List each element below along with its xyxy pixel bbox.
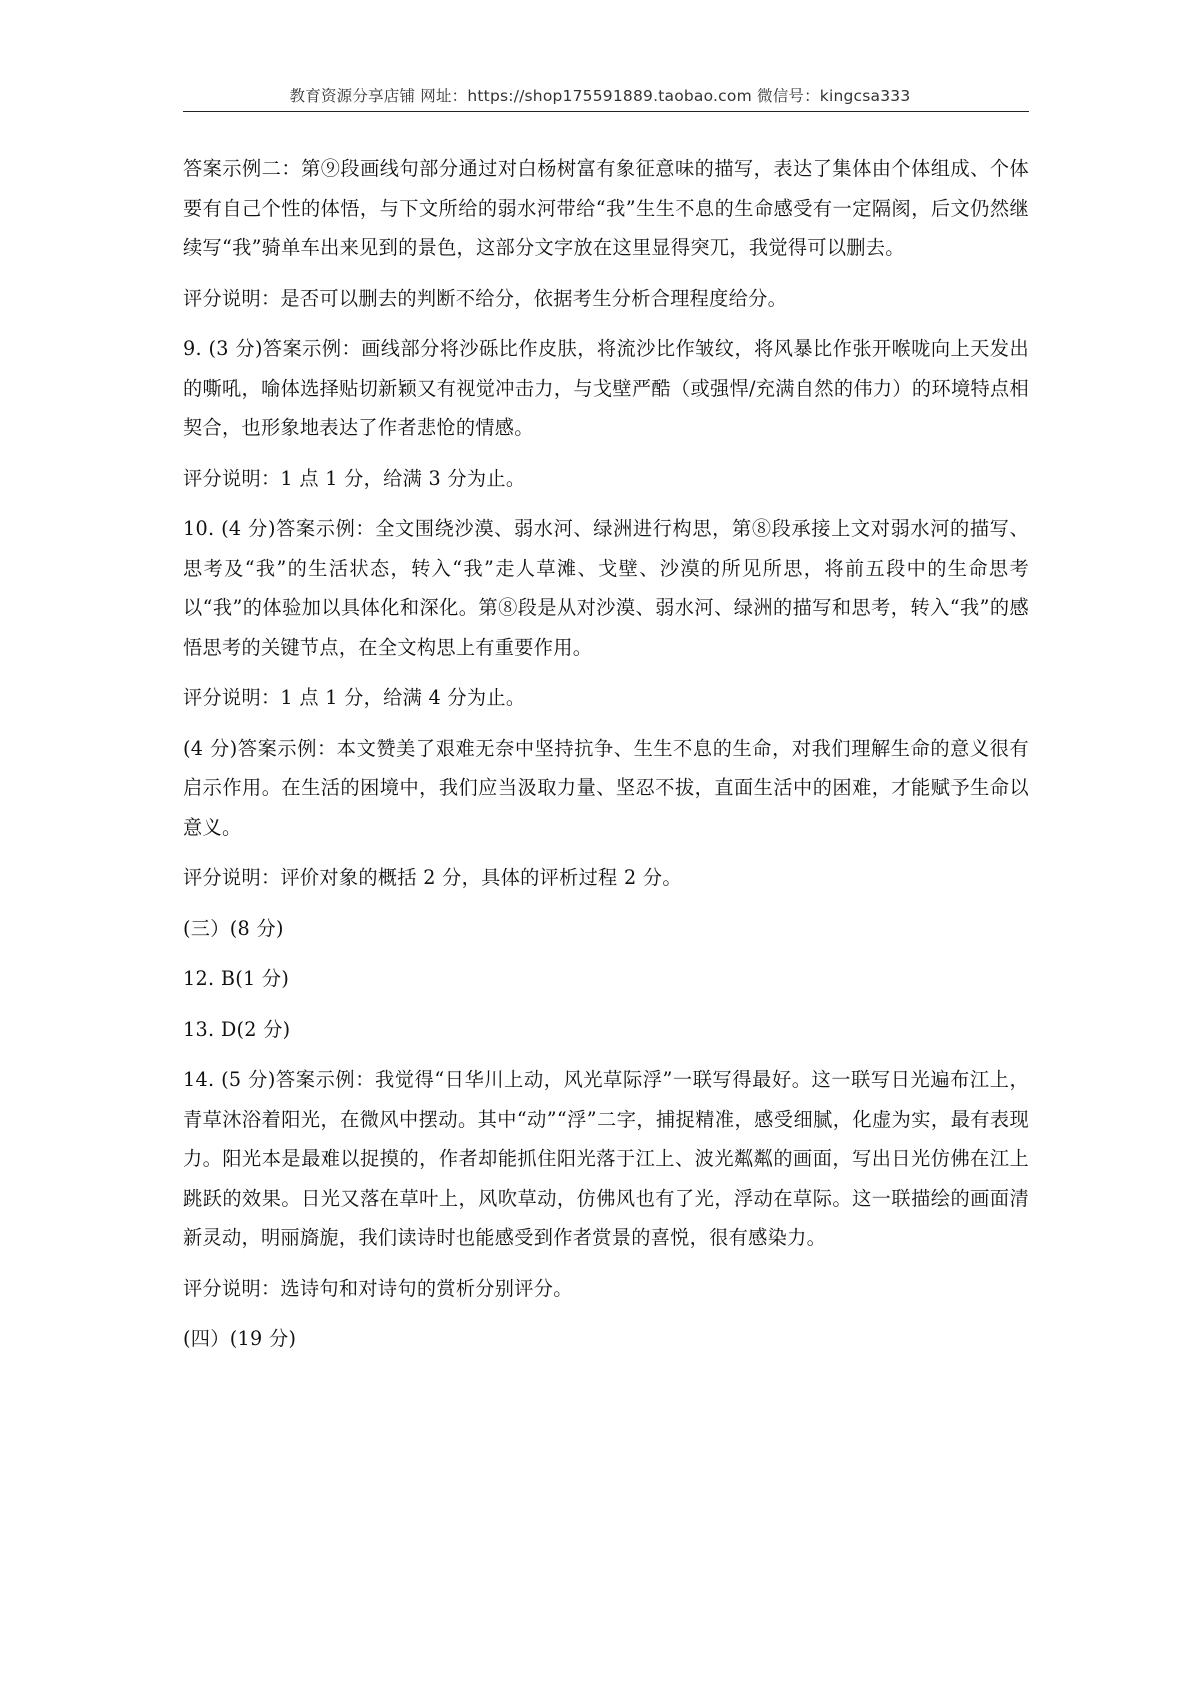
page-header: 教育资源分享店铺 网址：https://shop175591889.taobao.com 微信号：kingcsa333 [289, 87, 911, 105]
scoring-note-10: 评分说明：1 点 1 分，给满 4 分为止。 [183, 686, 526, 709]
section-three-heading: (三）(8 分) [183, 916, 284, 940]
scoring-note-14: 评分说明：选诗句和对诗句的赏析分别评分。 [183, 1276, 573, 1300]
scoring-note-11: 评分说明：评价对象的概括 2 分，具体的评析过程 2 分。 [183, 866, 682, 889]
answer-13: 13. D(2 分) [183, 1017, 291, 1041]
answer-11: (4 分)答案示例：本文赞美了艰难无奈中坚持抗争、生生不息的生命，对我们理解生命的意义很有启示作用。在生活的困境中，我们应当汲取力量、坚忍不拔，直面生活中的困难，才能赋予生命以意义。 [183, 736, 1029, 839]
answer-12: 12. B(1 分) [183, 967, 290, 990]
header-divider [183, 111, 1029, 112]
answer-example-2: 答案示例二：第⑨段画线句部分通过对白杨树富有象征意味的描写，表达了集体由个体组成、个体要有自己个性的体悟，与下文所给的弱水河带给“我”生生不息的生命感受有一定隔阂，后文仍然继续写“我”骑单车出来见到的景色，这部分文字放在这里显得突兀，我觉得可以删去。 [183, 157, 1029, 259]
answer-9: 9. (3 分)答案示例：画线部分将沙砾比作皮肤，将流沙比作皱纹，将风暴比作张开喉咙向上天发出的嘶吼，喻体选择贴切新颖又有视觉冲击力，与戈壁严酷（或强悍/充满自然的伟力）的环境特点相契合，也形象地表达了作者悲怆的情感。 [183, 337, 1029, 439]
answer-10: 10. (4 分)答案示例：全文围绕沙漠、弱水河、绿洲进行构思，第⑧段承接上文对弱水河的描写、思考及“我”的生活状态，转入“我”走人草滩、戈壁、沙漠的所见所思，将前五段中的生命思考以“我”的体验加以具体化和深化。第⑧段是从对沙漠、弱水河、绿洲的描写和思考，转入“我”的感悟思考的关键节点，在全文构思上有重要作用。 [183, 517, 1029, 659]
scoring-note-8: 评分说明：是否可以删去的判断不给分，依据考生分析合理程度给分。 [183, 286, 788, 310]
section-four-heading: (四）(19 分) [183, 1327, 297, 1350]
answer-14: 14. (5 分)答案示例：我觉得“日华川上动，风光草际浮”一联写得最好。这一联写日光遍布江上，青草沐浴着阳光，在微风中摆动。其中“动”“浮”二字，捕捉精准，感受细腻，化虚为实，最有表现力。阳光本是最难以捉摸的，作者却能抓住阳光落于江上、波光粼粼的画面，写出日光仿佛在江上跳跃的效果。日光又落在草叶上，风吹草动，仿佛风也有了光，浮动在草际。这一联描绘的画面清新灵动，明丽旖旎，我们读诗时也能感受到作者赏景的喜悦，很有感染力。 [183, 1068, 1029, 1249]
answer-content [183, 149, 1029, 1370]
scoring-note-9: 评分说明：1 点 1 分，给满 3 分为止。 [183, 466, 526, 490]
